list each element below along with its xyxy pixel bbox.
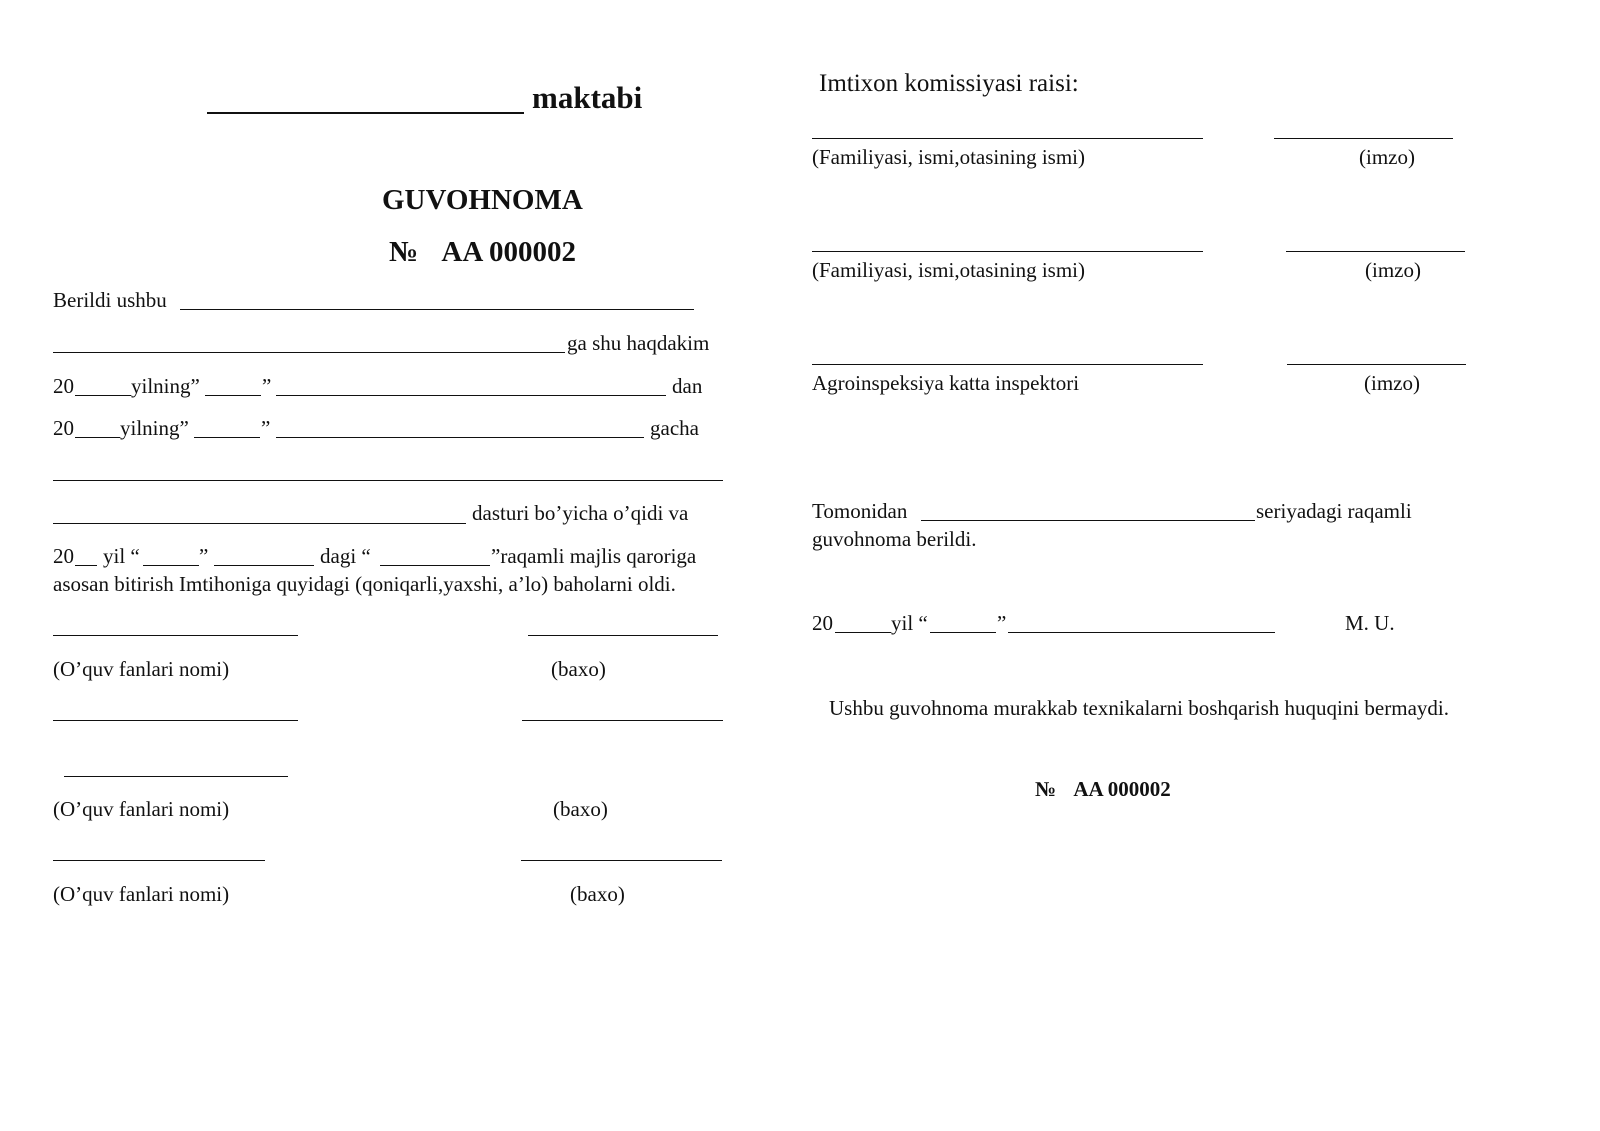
end-quote: ” [261, 416, 271, 440]
school-name-line [207, 112, 524, 114]
grades-intro: asosan bitirish Imtihoniga quyidagi (qoniqarli,yaxshi, a’lo) baholarni oldi. [53, 572, 676, 596]
recipient-continuation-line [53, 352, 565, 353]
document-number [389, 236, 576, 269]
meeting-year-prefix: 20 [53, 544, 74, 568]
meeting-day-blank [143, 565, 199, 566]
signatory-sign-line-1 [1274, 138, 1453, 139]
issue-month-blank [1008, 632, 1275, 633]
start-month-blank [276, 395, 666, 396]
start-year-word: yilning” [131, 374, 200, 398]
inspector-sign-line [1287, 364, 1466, 365]
issued-to-label: Berildi ushbu [53, 288, 167, 312]
series-label: seriyadagi raqamli [1256, 499, 1412, 523]
signatory-name-line-2 [812, 251, 1203, 252]
meeting-number-blank [380, 565, 490, 566]
signatory-name-label-1: (Familiyasi, ismi,otasining ismi) [812, 145, 1085, 169]
start-day-blank [205, 395, 261, 396]
grade-line-2 [522, 720, 723, 721]
subject-line-1 [53, 635, 298, 636]
end-year-prefix: 20 [53, 416, 74, 440]
issued-statement: guvohnoma berildi. [812, 527, 977, 551]
until-label: gacha [650, 416, 699, 440]
start-year-blank [75, 395, 131, 396]
grade-label-1: (baxo) [551, 657, 606, 681]
subject-label-2: (O’quv fanlari nomi) [53, 797, 230, 821]
seal-label: M. U. [1345, 611, 1395, 635]
subject-label-1: (O’quv fanlari nomi) [53, 657, 230, 681]
signatory-name-line-1 [812, 138, 1203, 139]
clause-text: ga shu haqdakim [567, 331, 710, 355]
inspector-sign-label: (imzo) [1364, 371, 1420, 395]
issue-day-blank [930, 632, 996, 633]
grade-label-2: (baxo) [553, 797, 608, 821]
document-title: GUVOHNOMA [382, 184, 583, 216]
issuer-blank [921, 520, 1255, 521]
meeting-clause: ”raqamli majlis qaroriga [491, 544, 697, 568]
grade-label-3: (baxo) [570, 882, 625, 906]
program-clause: dasturi bo’yicha o’qidi va [472, 501, 689, 525]
end-day-blank [194, 437, 260, 438]
start-quote: ” [262, 374, 272, 398]
number-sign: № [389, 236, 419, 268]
subject-label-3: (O’quv fanlari nomi) [53, 882, 230, 906]
start-year-prefix: 20 [53, 374, 74, 398]
issue-year-blank [835, 632, 891, 633]
end-month-blank [276, 437, 644, 438]
issued-by-label: Tomonidan [812, 499, 908, 523]
signatory-sign-line-2 [1286, 251, 1465, 252]
subject-line-3 [53, 860, 265, 861]
meeting-quote: ” [199, 544, 209, 568]
signatory-sign-label-2: (imzo) [1365, 258, 1421, 282]
grade-line-3 [521, 860, 722, 861]
program-line [53, 480, 723, 481]
issue-year-prefix: 20 [812, 611, 833, 635]
signatory-sign-label-1: (imzo) [1359, 145, 1415, 169]
meeting-month-blank [214, 565, 314, 566]
grade-line-1 [528, 635, 718, 636]
school-label: maktabi [532, 80, 643, 115]
meeting-year-blank [75, 565, 97, 566]
certificate-number [1035, 777, 1171, 802]
meeting-year-word: yil “ [103, 544, 140, 568]
meeting-dated-label: dagi “ [320, 544, 371, 568]
program-name-line [53, 523, 466, 524]
issue-year-word: yil “ [891, 611, 928, 635]
inspector-name-line [812, 364, 1203, 365]
end-year-blank [75, 437, 120, 438]
recipient-name-line [180, 309, 694, 310]
number-value: AA 000002 [1073, 777, 1171, 801]
subject-line-2 [53, 720, 298, 721]
subject-line-2b [64, 776, 288, 777]
number-value: AA 000002 [441, 236, 576, 268]
commission-chairman-heading: Imtixon komissiyasi raisi: [819, 70, 1079, 97]
rights-notice: Ushbu guvohnoma murakkab texnikalarni boshqarish huquqini bermaydi. [829, 696, 1449, 720]
end-year-word: yilning” [120, 416, 189, 440]
issue-quote: ” [997, 611, 1007, 635]
inspector-label: Agroinspeksiya katta inspektori [812, 371, 1080, 395]
from-label: dan [672, 374, 703, 398]
signatory-name-label-2: (Familiyasi, ismi,otasining ismi) [812, 258, 1085, 282]
number-sign: № [1035, 777, 1057, 801]
